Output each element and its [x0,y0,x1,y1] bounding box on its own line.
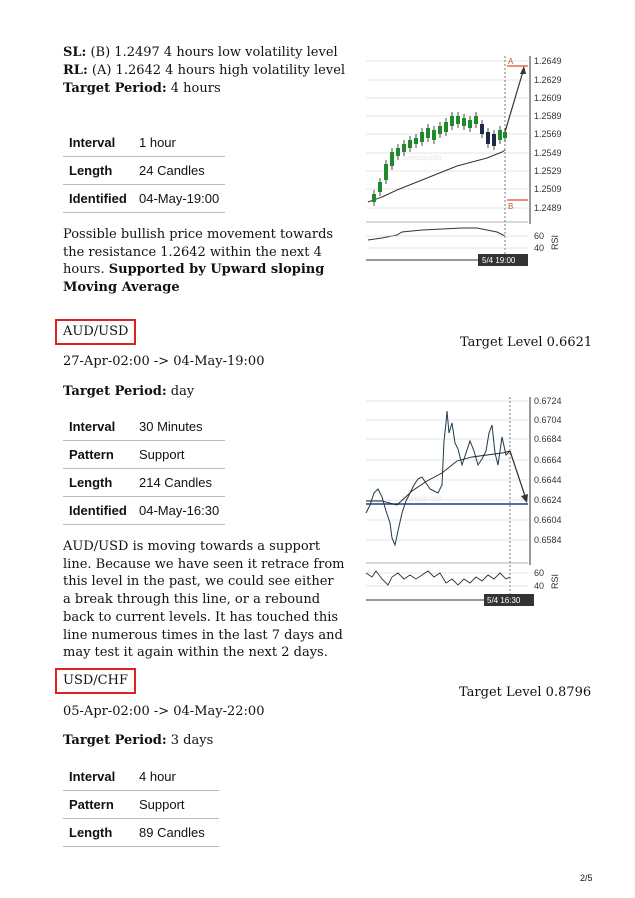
table-key: Pattern [63,441,133,469]
candle-body [408,140,412,148]
table-row [63,157,225,185]
rsi-tick: 40 [534,581,545,591]
candle-body [420,132,424,142]
y-tick: 1.2569 [534,129,562,139]
target-period-label: Target Period: [63,81,167,96]
aud-price-chart [362,393,572,608]
y-tick: 0.6704 [534,415,562,425]
page-number: 2/5 [580,873,593,883]
candle-body [414,138,418,144]
table-value: Support [133,441,225,469]
watermark: swissquote [402,153,442,162]
candle-body [438,126,442,134]
table-value: 24 Candles [133,157,225,185]
candle-body [492,134,496,146]
target-period-line [63,80,221,98]
table-key: Length [63,819,133,847]
marker-a: A [508,57,514,66]
candle-body [390,152,394,166]
target-level: Target Level 0.6621 [460,335,593,350]
y-tick: 1.2529 [534,166,562,176]
table-key: Identified [63,497,133,525]
y-tick: 1.2489 [534,203,562,213]
time-label: 5/4 16:30 [487,596,521,605]
target-period-value: 3 days [170,733,214,748]
rl-label: RL: [63,63,88,78]
table-row [63,791,219,819]
target-period-line [63,732,213,750]
candle-body [498,130,502,140]
y-tick: 0.6584 [534,535,562,545]
candle-body [396,148,400,156]
time-label: 5/4 19:00 [482,256,516,265]
y-tick: 0.6644 [534,475,562,485]
y-tick: 0.6604 [534,515,562,525]
target-period-label: Target Period: [63,384,167,399]
candle-body [378,182,382,192]
candle-body [468,120,472,128]
table-value: 04-May-19:00 [133,185,225,213]
y-tick: 1.2509 [534,184,562,194]
table-value: 214 Candles [133,469,225,497]
y-tick: 1.2549 [534,148,562,158]
target-period-value: day [170,384,195,399]
table-key: Pattern [63,791,133,819]
table-key: Interval [63,129,133,157]
candle-body [486,132,490,144]
pair-title-aud-usd: AUD/USD [55,319,136,345]
watermark: swissquote [402,494,442,503]
chf-info-table [63,763,219,847]
aud-info-table [63,413,225,525]
table-key: Length [63,157,133,185]
candle-body [474,116,478,124]
rsi-label: RSI [550,573,560,589]
y-tick: 1.2629 [534,75,562,85]
resistance-level-line [63,62,345,80]
target-period-value: 4 hours [170,81,221,96]
date-range: 27-Apr-02:00 -> 04-May-19:00 [63,354,265,369]
rsi-tick: 40 [534,243,545,253]
gbp-description [63,226,353,297]
table-key: Length [63,469,133,497]
table-value: 30 Minutes [133,413,225,441]
rl-value: (A) 1.2642 4 hours high volatility level [91,63,346,78]
date-range: 05-Apr-02:00 -> 04-May-22:00 [63,704,265,719]
candle-body [372,194,376,202]
table-row [63,497,225,525]
description-text: Possible bullish price movement towards the resistance 1.2642 within the next 4 hours. [63,227,334,278]
candle-body [456,116,460,124]
rsi-label: RSI [550,234,560,250]
gbp-info-table [63,129,225,213]
candle-body [503,132,507,138]
rsi-tick: 60 [534,231,545,241]
candle-body [444,122,448,132]
candle-body [384,164,388,180]
y-tick: 1.2649 [534,56,562,66]
table-key: Interval [63,413,133,441]
y-tick: 0.6724 [534,396,562,406]
rsi-tick: 60 [534,568,545,578]
candle-body [450,116,454,126]
stop-loss-line [63,44,338,62]
candle-body [480,124,484,134]
table-row [63,413,225,441]
sl-label: SL: [63,45,87,60]
table-value: 1 hour [133,129,225,157]
table-key: Interval [63,763,133,791]
gbp-price-chart [362,52,572,268]
description-bold: Supported by Upward sloping Moving Average [63,262,325,296]
table-value: Support [133,791,219,819]
y-tick: 0.6684 [534,434,562,444]
y-tick: 0.6664 [534,455,562,465]
y-axis-ticks [534,56,562,213]
table-key: Identified [63,185,133,213]
target-period-label: Target Period: [63,733,167,748]
table-row [63,819,219,847]
table-row [63,441,225,469]
table-row [63,129,225,157]
y-tick: 1.2589 [534,111,562,121]
table-value: 89 Candles [133,819,219,847]
marker-b: B [508,202,514,211]
aud-description: AUD/USD is moving towards a support line. Because we have seen it retrace from this level in the past, we could see either a break through this line, or a rebound back to current levels. It has touched this line numerous times in the last 7 days and may test it again within the next 2 days. [63,539,345,661]
y-tick: 0.6624 [534,495,562,505]
pair-title-usd-chf: USD/CHF [55,668,136,694]
candle-body [432,130,436,140]
table-value: 4 hour [133,763,219,791]
table-row [63,469,225,497]
target-level: Target Level 0.8796 [459,685,592,700]
table-row [63,763,219,791]
target-period-line [63,383,194,401]
candle-body [462,118,466,126]
candle-body [426,128,430,138]
y-tick: 1.2609 [534,93,562,103]
table-value: 04-May-16:30 [133,497,225,525]
table-row [63,185,225,213]
candle-body [402,144,406,152]
sl-value: (B) 1.2497 4 hours low volatility level [90,45,338,60]
